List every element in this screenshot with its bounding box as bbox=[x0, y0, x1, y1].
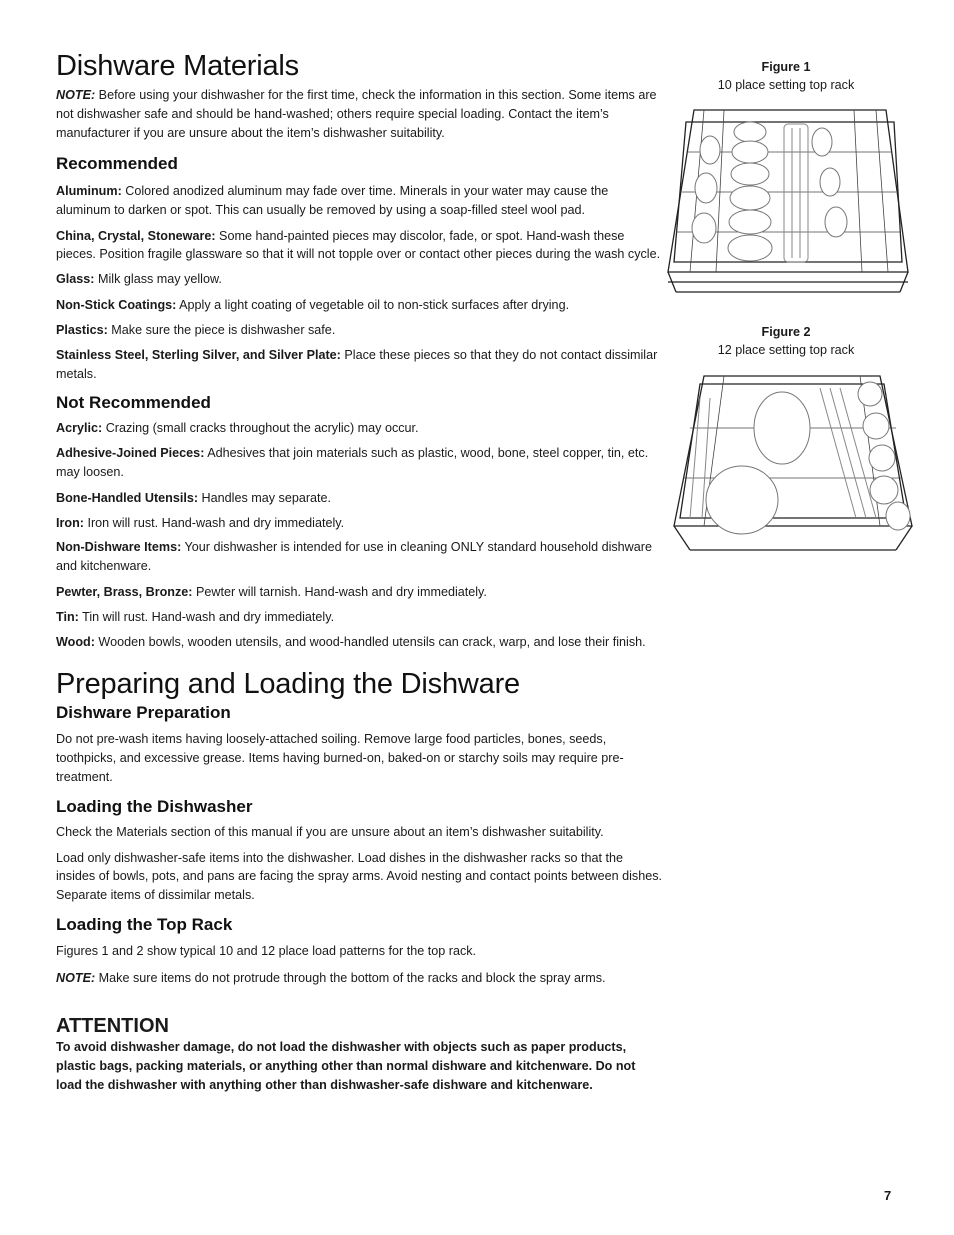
page-number: 7 bbox=[884, 1188, 892, 1203]
intro-note: NOTE: Before using your dishwasher for the first time, check the information in this section. Some items are not dishwasher safe and should be hand-washed; others require special loading. Contact the item’s manufacturer if you are unsure about the item’s dishwasher suitability. bbox=[56, 88, 657, 140]
toprack-heading: Loading the Top Rack bbox=[56, 915, 233, 935]
material-item: Stainless Steel, Sterling Silver, and Silver Plate: Place these pieces so that they do not contact dissimilar metals. bbox=[56, 348, 658, 381]
material-item: Iron: Iron will rust. Hand-wash and dry immediately. bbox=[56, 515, 345, 530]
page-title: Dishware Materials bbox=[56, 50, 299, 82]
material-item: Pewter, Brass, Bronze: Pewter will tarnish. Hand-wash and dry immediately. bbox=[56, 585, 487, 600]
attention-box bbox=[56, 1014, 664, 1095]
figure-2 bbox=[656, 323, 916, 359]
toprack-text: Figures 1 and 2 show typical 10 and 12 place load patterns for the top rack. bbox=[56, 944, 477, 959]
material-item: China, Crystal, Stoneware: Some hand-painted pieces may discolor, fade, or spot. Hand-wash these pieces. Position fragile glassware so that it will not topple over or contact other pieces during the wash cycle. bbox=[56, 228, 661, 262]
main-column bbox=[56, 48, 664, 1095]
material-item: Non-Stick Coatings: Apply a light coating of vegetable oil to non-stick surfaces after drying. bbox=[56, 298, 570, 313]
attention-text: To avoid dishwasher damage, do not load the dishwasher with objects such as paper products, plastic bags, packing materials, or anything other than normal dishware and kitchenware. Do not load the dishwasher with anything other than dishwasher-safe dishware and kitchenware. bbox=[56, 1040, 636, 1092]
figure-caption: 12 place setting top rack bbox=[717, 343, 855, 357]
prep-heading: Dishware Preparation bbox=[56, 702, 231, 722]
note-label: NOTE: bbox=[56, 88, 96, 102]
material-item: Wood: Wooden bowls, wooden utensils, and wood-handled utensils can crack, warp, and lose their finish. bbox=[56, 635, 646, 650]
section-title: Preparing and Loading the Dishware bbox=[56, 667, 520, 700]
figure-title: Figure 1 bbox=[761, 60, 811, 74]
toprack-note: NOTE: Make sure items do not protrude through the bottom of the racks and block the spray arms. bbox=[56, 971, 606, 986]
loading-heading: Loading the Dishwasher bbox=[56, 796, 253, 816]
material-item: Aluminum: Colored anodized aluminum may fade over time. Minerals in your water may cause the aluminum to darken or spot. This can usually be removed by using a soap-filled steel wool pad. bbox=[56, 183, 609, 217]
loading-text-1: Check the Materials section of this manual if you are unsure about an item’s dishwasher suitability. bbox=[56, 824, 604, 839]
not-recommended-heading: Not Recommended bbox=[56, 392, 211, 412]
loading-text-2: Load only dishwasher-safe items into the dishwasher. Load dishes in the dishwasher racks so that the insides of bowls, pots, and pans are facing the spray arms. Avoid nesting and contact points between dishes. Separate items of dissimilar metals. bbox=[56, 850, 663, 903]
top-rack-10-place-illustration bbox=[664, 102, 914, 298]
material-item: Glass: Milk glass may yellow. bbox=[56, 272, 222, 287]
material-item: Acrylic: Crazing (small cracks throughout the acrylic) may occur. bbox=[56, 420, 419, 435]
figure-title: Figure 2 bbox=[761, 325, 811, 339]
attention-heading: ATTENTION bbox=[56, 1015, 169, 1038]
figure-1 bbox=[656, 58, 916, 94]
material-item: Non-Dishware Items: Your dishwasher is intended for use in cleaning ONLY standard household dishware and kitchenware. bbox=[56, 540, 652, 574]
material-item: Tin: Tin will rust. Hand-wash and dry immediately. bbox=[56, 610, 335, 625]
figure-caption: 10 place setting top rack bbox=[717, 78, 855, 92]
material-item: Plastics: Make sure the piece is dishwasher safe. bbox=[56, 323, 336, 338]
recommended-heading: Recommended bbox=[56, 153, 178, 173]
material-item: Adhesive-Joined Pieces: Adhesives that join materials such as plastic, wood, bone, steel copper, tin, etc. may loosen. bbox=[56, 445, 649, 479]
material-item: Bone-Handled Utensils: Handles may separate. bbox=[56, 490, 332, 505]
prep-text: Do not pre-wash items having loosely-attached soiling. Remove large food particles, bones, seeds, toothpicks, and excessive grease. Items having burned-on, baked-on or starchy soils may require pre-treatment. bbox=[56, 731, 624, 784]
top-rack-12-place-illustration bbox=[670, 368, 916, 558]
